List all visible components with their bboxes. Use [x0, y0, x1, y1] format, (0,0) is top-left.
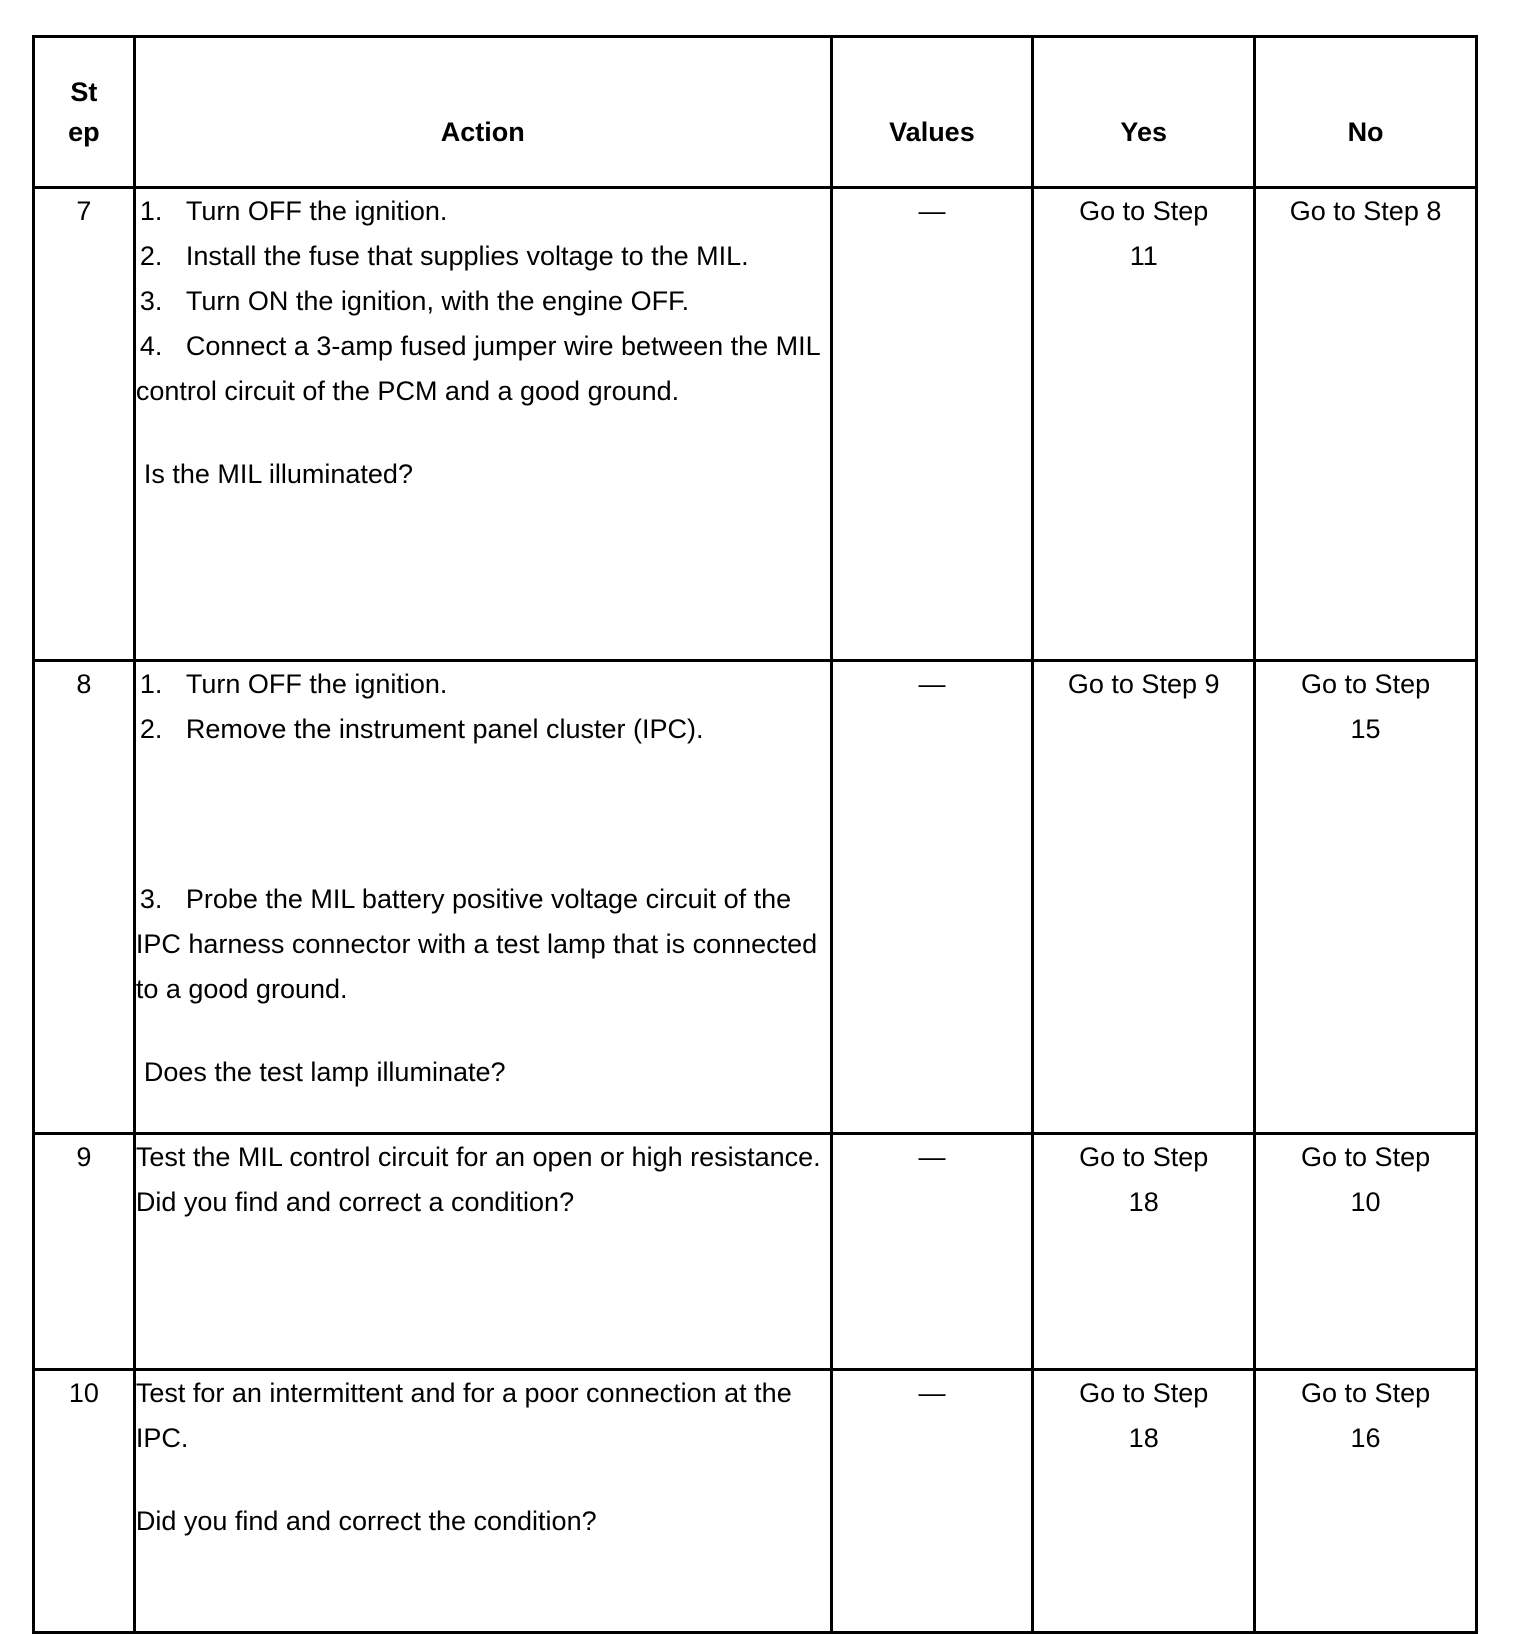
values-cell: —	[831, 1370, 1033, 1633]
yes-goto: Go to Step 18	[1079, 1142, 1209, 1217]
action-item: 2. Remove the instrument panel cluster (IPC).	[139, 714, 704, 744]
values-cell: —	[831, 188, 1033, 661]
header-step-line2: ep	[68, 117, 100, 147]
action-item: 4. Connect a 3-amp fused jumper wire between the MIL control circuit of the PCM and a good ground.	[135, 331, 820, 406]
header-no: No	[1255, 37, 1477, 188]
action-text: Test for an intermittent and for a poor connection at the IPC.	[135, 1378, 792, 1453]
yes-cell	[1033, 661, 1255, 1134]
yes-cell	[1033, 1134, 1255, 1370]
header-step	[34, 37, 135, 188]
no-cell	[1255, 661, 1477, 1134]
action-cell	[134, 661, 831, 1134]
yes-cell	[1033, 1370, 1255, 1633]
header-yes: Yes	[1033, 37, 1255, 188]
yes-cell	[1033, 188, 1255, 661]
step-number: 10	[34, 1370, 135, 1633]
no-cell	[1255, 1370, 1477, 1633]
no-cell	[1255, 188, 1477, 661]
header-values: Values	[831, 37, 1033, 188]
action-question: Did you find and correct a condition?	[135, 1187, 575, 1217]
yes-goto: Go to Step 11	[1079, 196, 1209, 271]
step-number: 7	[34, 188, 135, 661]
table-row	[34, 661, 1477, 1134]
header-step-line1: St	[70, 77, 98, 107]
table-row	[34, 1134, 1477, 1370]
no-goto: Go to Step 10	[1301, 1142, 1431, 1217]
action-text: Test the MIL control circuit for an open or high resistance.	[135, 1142, 821, 1172]
yes-goto: Go to Step 18	[1079, 1378, 1209, 1453]
action-item: 1. Turn OFF the ignition.	[139, 669, 448, 699]
header-action: Action	[134, 37, 831, 188]
values-cell: —	[831, 661, 1033, 1134]
step-number: 8	[34, 661, 135, 1134]
action-question: Is the MIL illuminated?	[143, 459, 413, 489]
no-goto: Go to Step 8	[1289, 196, 1442, 226]
action-item: 1. Turn OFF the ignition.	[139, 196, 448, 226]
no-goto: Go to Step 15	[1301, 669, 1431, 744]
action-question: Does the test lamp illuminate?	[143, 1057, 506, 1087]
yes-goto: Go to Step 9	[1067, 669, 1220, 699]
values-cell: —	[831, 1134, 1033, 1370]
step-number: 9	[34, 1134, 135, 1370]
diagnostic-table	[32, 35, 1478, 1634]
action-cell	[134, 1370, 831, 1633]
action-item: 2. Install the fuse that supplies voltage to the MIL.	[139, 241, 749, 271]
no-goto: Go to Step 16	[1301, 1378, 1431, 1453]
action-item: 3. Probe the MIL battery positive voltage circuit of the IPC harness connector with a test lamp that is connected to a good ground.	[135, 884, 818, 1004]
action-question: Did you find and correct the condition?	[135, 1506, 597, 1536]
no-cell	[1255, 1134, 1477, 1370]
header-row	[34, 37, 1477, 188]
action-item: 3. Turn ON the ignition, with the engine OFF.	[139, 286, 690, 316]
action-cell	[134, 1134, 831, 1370]
action-cell	[134, 188, 831, 661]
table-row	[34, 188, 1477, 661]
table-row	[34, 1370, 1477, 1633]
